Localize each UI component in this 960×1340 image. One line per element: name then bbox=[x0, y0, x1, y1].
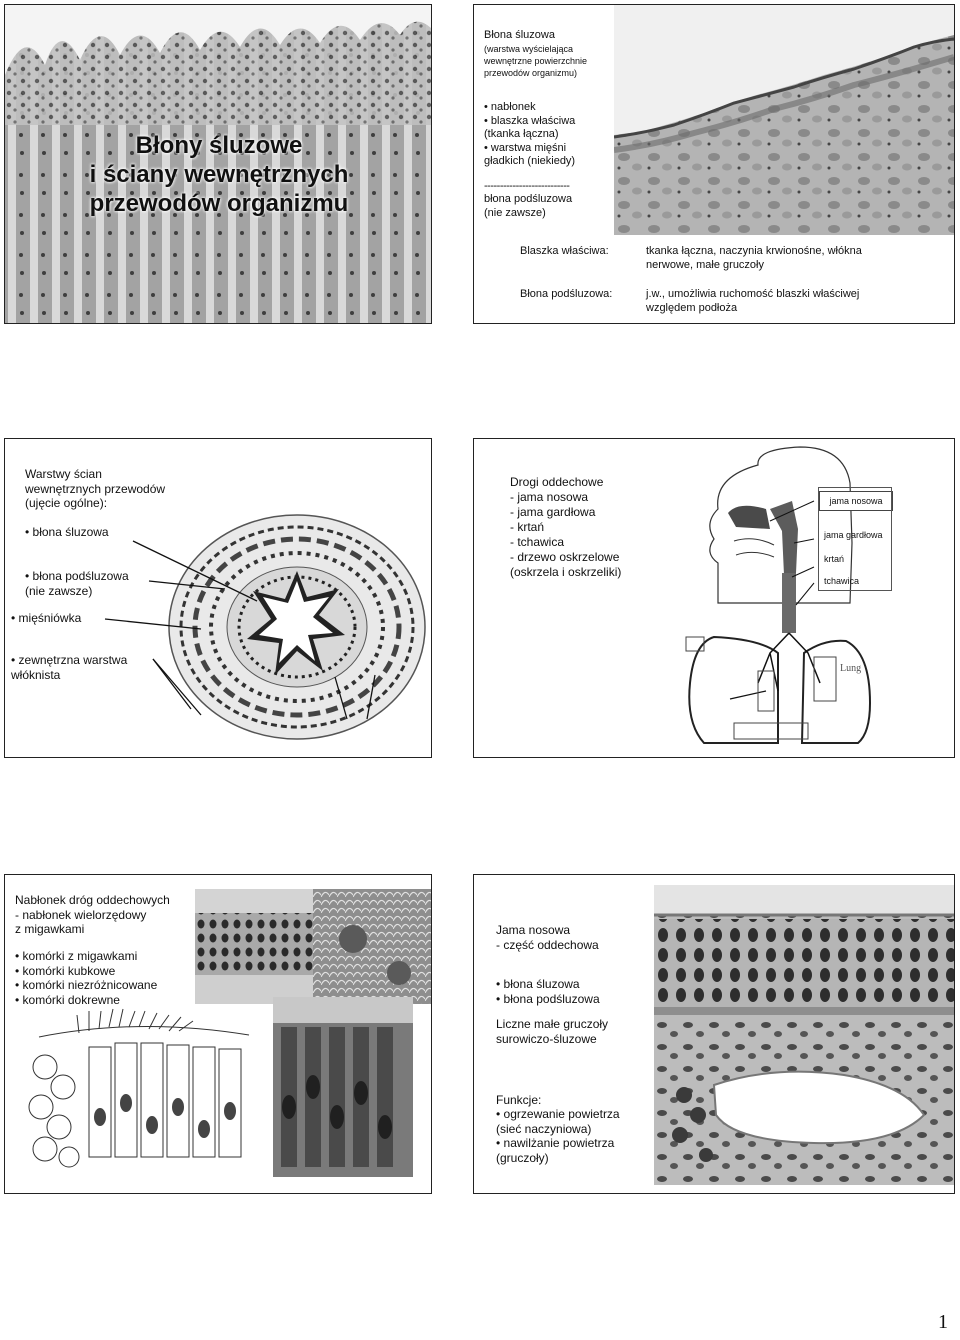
cilia-sem-image bbox=[313, 889, 431, 1004]
label-trachea: tchawica bbox=[824, 576, 860, 586]
epithelium-title: Nabłonek dróg oddechowych - nabłonek wielorzędowy z migawkami bbox=[15, 893, 170, 936]
divider-dashes: --------------------------- bbox=[484, 180, 570, 192]
label-larynx: krtań bbox=[824, 554, 845, 564]
glands-note: Liczne małe gruczoły surowiczo-śluzowe bbox=[496, 1017, 609, 1046]
histology-micrograph-mucosa bbox=[614, 5, 954, 235]
epithelium-drawing bbox=[19, 1007, 259, 1177]
list-item: • błona podśluzowa bbox=[496, 992, 646, 1007]
slide-6 bbox=[473, 874, 955, 1194]
nasal-mucosa-micrograph bbox=[654, 885, 954, 1185]
epithelium-tem-image bbox=[273, 997, 413, 1177]
slide-4 bbox=[473, 438, 955, 758]
mucosa-subheading: (warstwa wyścielająca wewnętrzne powierzchnie przewodów organizmu) bbox=[484, 44, 588, 78]
list-item: • mięśniówka bbox=[11, 611, 82, 625]
functions-list bbox=[496, 1107, 646, 1165]
functions-title: Funkcje: bbox=[496, 1093, 542, 1107]
lung-label: Lung bbox=[840, 663, 862, 674]
list-item: • komórki z migawkami bbox=[15, 949, 205, 964]
submucosa-definition: j.w., umożliwia ruchomość blaszki właściwej względem podłoża bbox=[646, 288, 860, 314]
list-item: • błona śluzowa bbox=[25, 525, 109, 539]
respiratory-tract-diagram bbox=[674, 443, 954, 753]
list-item: - jama nosowa bbox=[510, 490, 589, 504]
cell-types-list bbox=[15, 949, 205, 1007]
label-box-nasal-cavity: jama nosowa bbox=[819, 491, 893, 511]
slide-1 bbox=[4, 4, 432, 324]
list-item: - tchawica bbox=[510, 535, 565, 549]
slide-3 bbox=[4, 438, 432, 758]
label-pharynx: jama gardłowa bbox=[824, 530, 883, 540]
submucosa-note: błona podśluzowa (nie zawsze) bbox=[484, 193, 573, 219]
list-item: • blaszka właściwa (tkanka łączna) bbox=[484, 115, 614, 142]
lamina-propria-term: Blaszka właściwa: bbox=[520, 245, 609, 257]
list-item: • błona śluzowa bbox=[496, 977, 646, 992]
list-item: • komórki dokrewne bbox=[15, 993, 205, 1008]
list-item: • zewnętrzna warstwa włóknista bbox=[11, 653, 128, 682]
mucosa-heading: Błona śluzowa bbox=[484, 29, 555, 41]
airways-title: Drogi oddechowe bbox=[510, 475, 604, 489]
title-slide-heading: Błony śluzowe i ściany wewnętrznych przewodów organizmu bbox=[89, 132, 349, 217]
submucosa-term: Błona podśluzowa: bbox=[520, 288, 613, 300]
slide-5 bbox=[4, 874, 432, 1194]
lamina-propria-definition: tkanka łączna, naczynia krwionośne, włókna nerwowe, małe gruczoły bbox=[646, 245, 862, 271]
slide-2 bbox=[473, 4, 955, 324]
epithelium-micrograph-light bbox=[195, 889, 313, 1004]
nasal-layers-list bbox=[496, 977, 646, 1006]
list-item: • błona podśluzowa (nie zawsze) bbox=[25, 569, 129, 598]
nasal-cavity-title: Jama nosowa - część oddechowa bbox=[496, 923, 599, 952]
list-item: • warstwa mięśni gładkich (niekiedy) bbox=[484, 142, 614, 169]
list-item: - jama gardłowa bbox=[510, 505, 596, 519]
list-item: • komórki kubkowe bbox=[15, 964, 205, 979]
list-item: - krtań bbox=[510, 520, 545, 534]
layers-title: Warstwy ścian wewnętrznych przewodów (ujęcie ogólne): bbox=[25, 467, 166, 510]
list-item: - drzewo oskrzelowe (oskrzela i oskrzeliki) bbox=[510, 550, 622, 579]
page-number: 1 bbox=[938, 1311, 948, 1333]
label-frame bbox=[818, 487, 892, 591]
list-item: • komórki niezróżnicowane bbox=[15, 978, 205, 993]
mucosa-layers-list bbox=[484, 101, 614, 169]
list-item: • nabłonek bbox=[484, 101, 614, 115]
tube-cross-section-diagram bbox=[5, 439, 432, 758]
list-item: • nawilżanie powietrza (gruczoły) bbox=[496, 1136, 646, 1165]
list-item: • ogrzewanie powietrza (sieć naczyniowa) bbox=[496, 1107, 646, 1136]
